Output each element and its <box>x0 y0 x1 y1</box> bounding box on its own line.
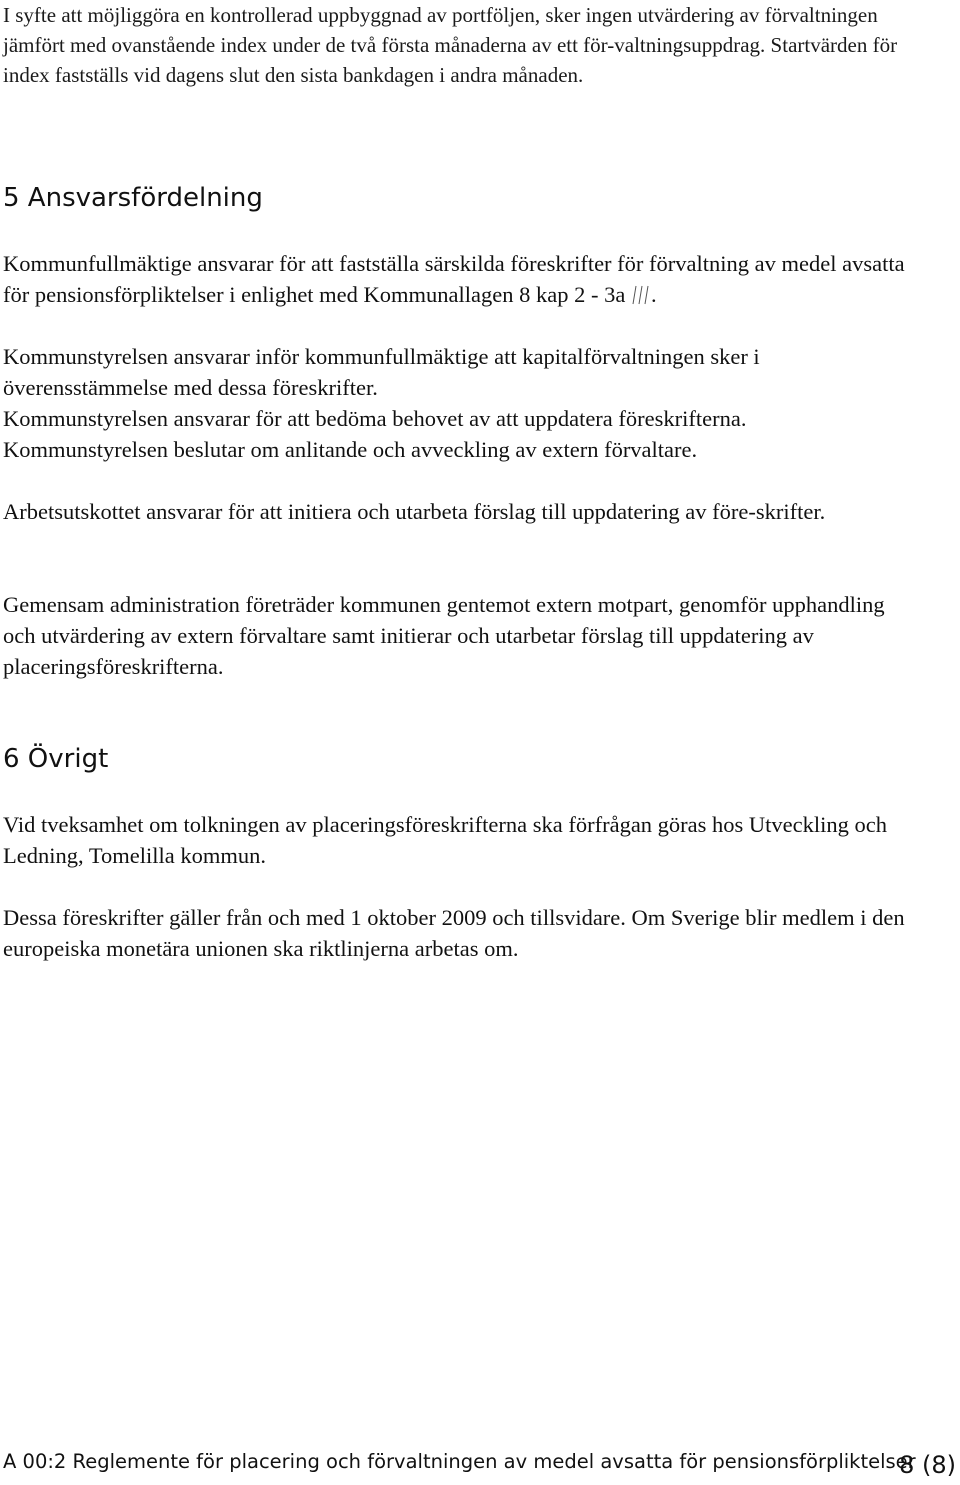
section-5-paragraph-1 <box>3 248 918 310</box>
section-5-paragraph-6: Gemensam administration företräder kommunen gentemot extern motpart, genomför upphandling och utvärdering av extern förvaltare samt initierar och utarbetar förslag till uppdatering av placeringsföreskrifterna. <box>3 592 885 679</box>
section-5-paragraph-1-end: . <box>650 282 657 307</box>
section-5-paragraph-5: Arbetsutskottet ansvarar för att initiera och utarbeta förslag till uppdatering av före-skrifter. <box>3 499 826 524</box>
section-6-paragraph-2: Dessa föreskrifter gäller från och med 1 oktober 2009 och tillsvidare. Om Sverige blir medlem i den europeiska monetära unionen ska riktlinjerna arbetas om. <box>3 905 905 961</box>
section-6-heading: 6 Övrigt <box>3 744 109 774</box>
section-5-paragraph-2: Kommunstyrelsen ansvarar inför kommunfullmäktige att kapitalförvaltningen sker i överensstämmelse med dessa föreskrifter. <box>3 344 760 400</box>
field-marker-icon <box>632 283 650 305</box>
section-6-paragraph-1: Vid tveksamhet om tolkningen av placeringsföreskrifterna ska förfrågan göras hos Utveckling och Ledning, Tomelilla kommun. <box>3 812 888 868</box>
section-5-paragraph-3: Kommunstyrelsen ansvarar för att bedöma behovet av att uppdatera föreskrifterna. <box>3 406 747 431</box>
intro-paragraph: I syfte att möjliggöra en kontrollerad uppbyggnad av portföljen, sker ingen utvärdering av förvaltningen jämfört med ovanstående index under de två första månaderna av ett för-valtningsuppdrag. Startvärden för index fastställs vid dagens slut den sista bankdagen i andra månaden. <box>3 3 898 87</box>
section-5-heading: 5 Ansvarsfördelning <box>3 183 263 213</box>
section-5-paragraph-4: Kommunstyrelsen beslutar om anlitande och avveckling av extern förvaltare. <box>3 437 698 462</box>
section-5-paragraph-1-text: Kommunfullmäktige ansvarar för att fastställa särskilda föreskrifter för förvaltning av medel avsatta för pensionsförpliktelser i enlighet med Kommunallagen 8 kap 2 - 3a <box>3 251 905 307</box>
page-number: 8 (8) <box>899 1451 956 1479</box>
footer-document-title: A 00:2 Reglemente för placering och förvaltningen av medel avsatta för pensionsförpliktelser <box>3 1450 916 1473</box>
